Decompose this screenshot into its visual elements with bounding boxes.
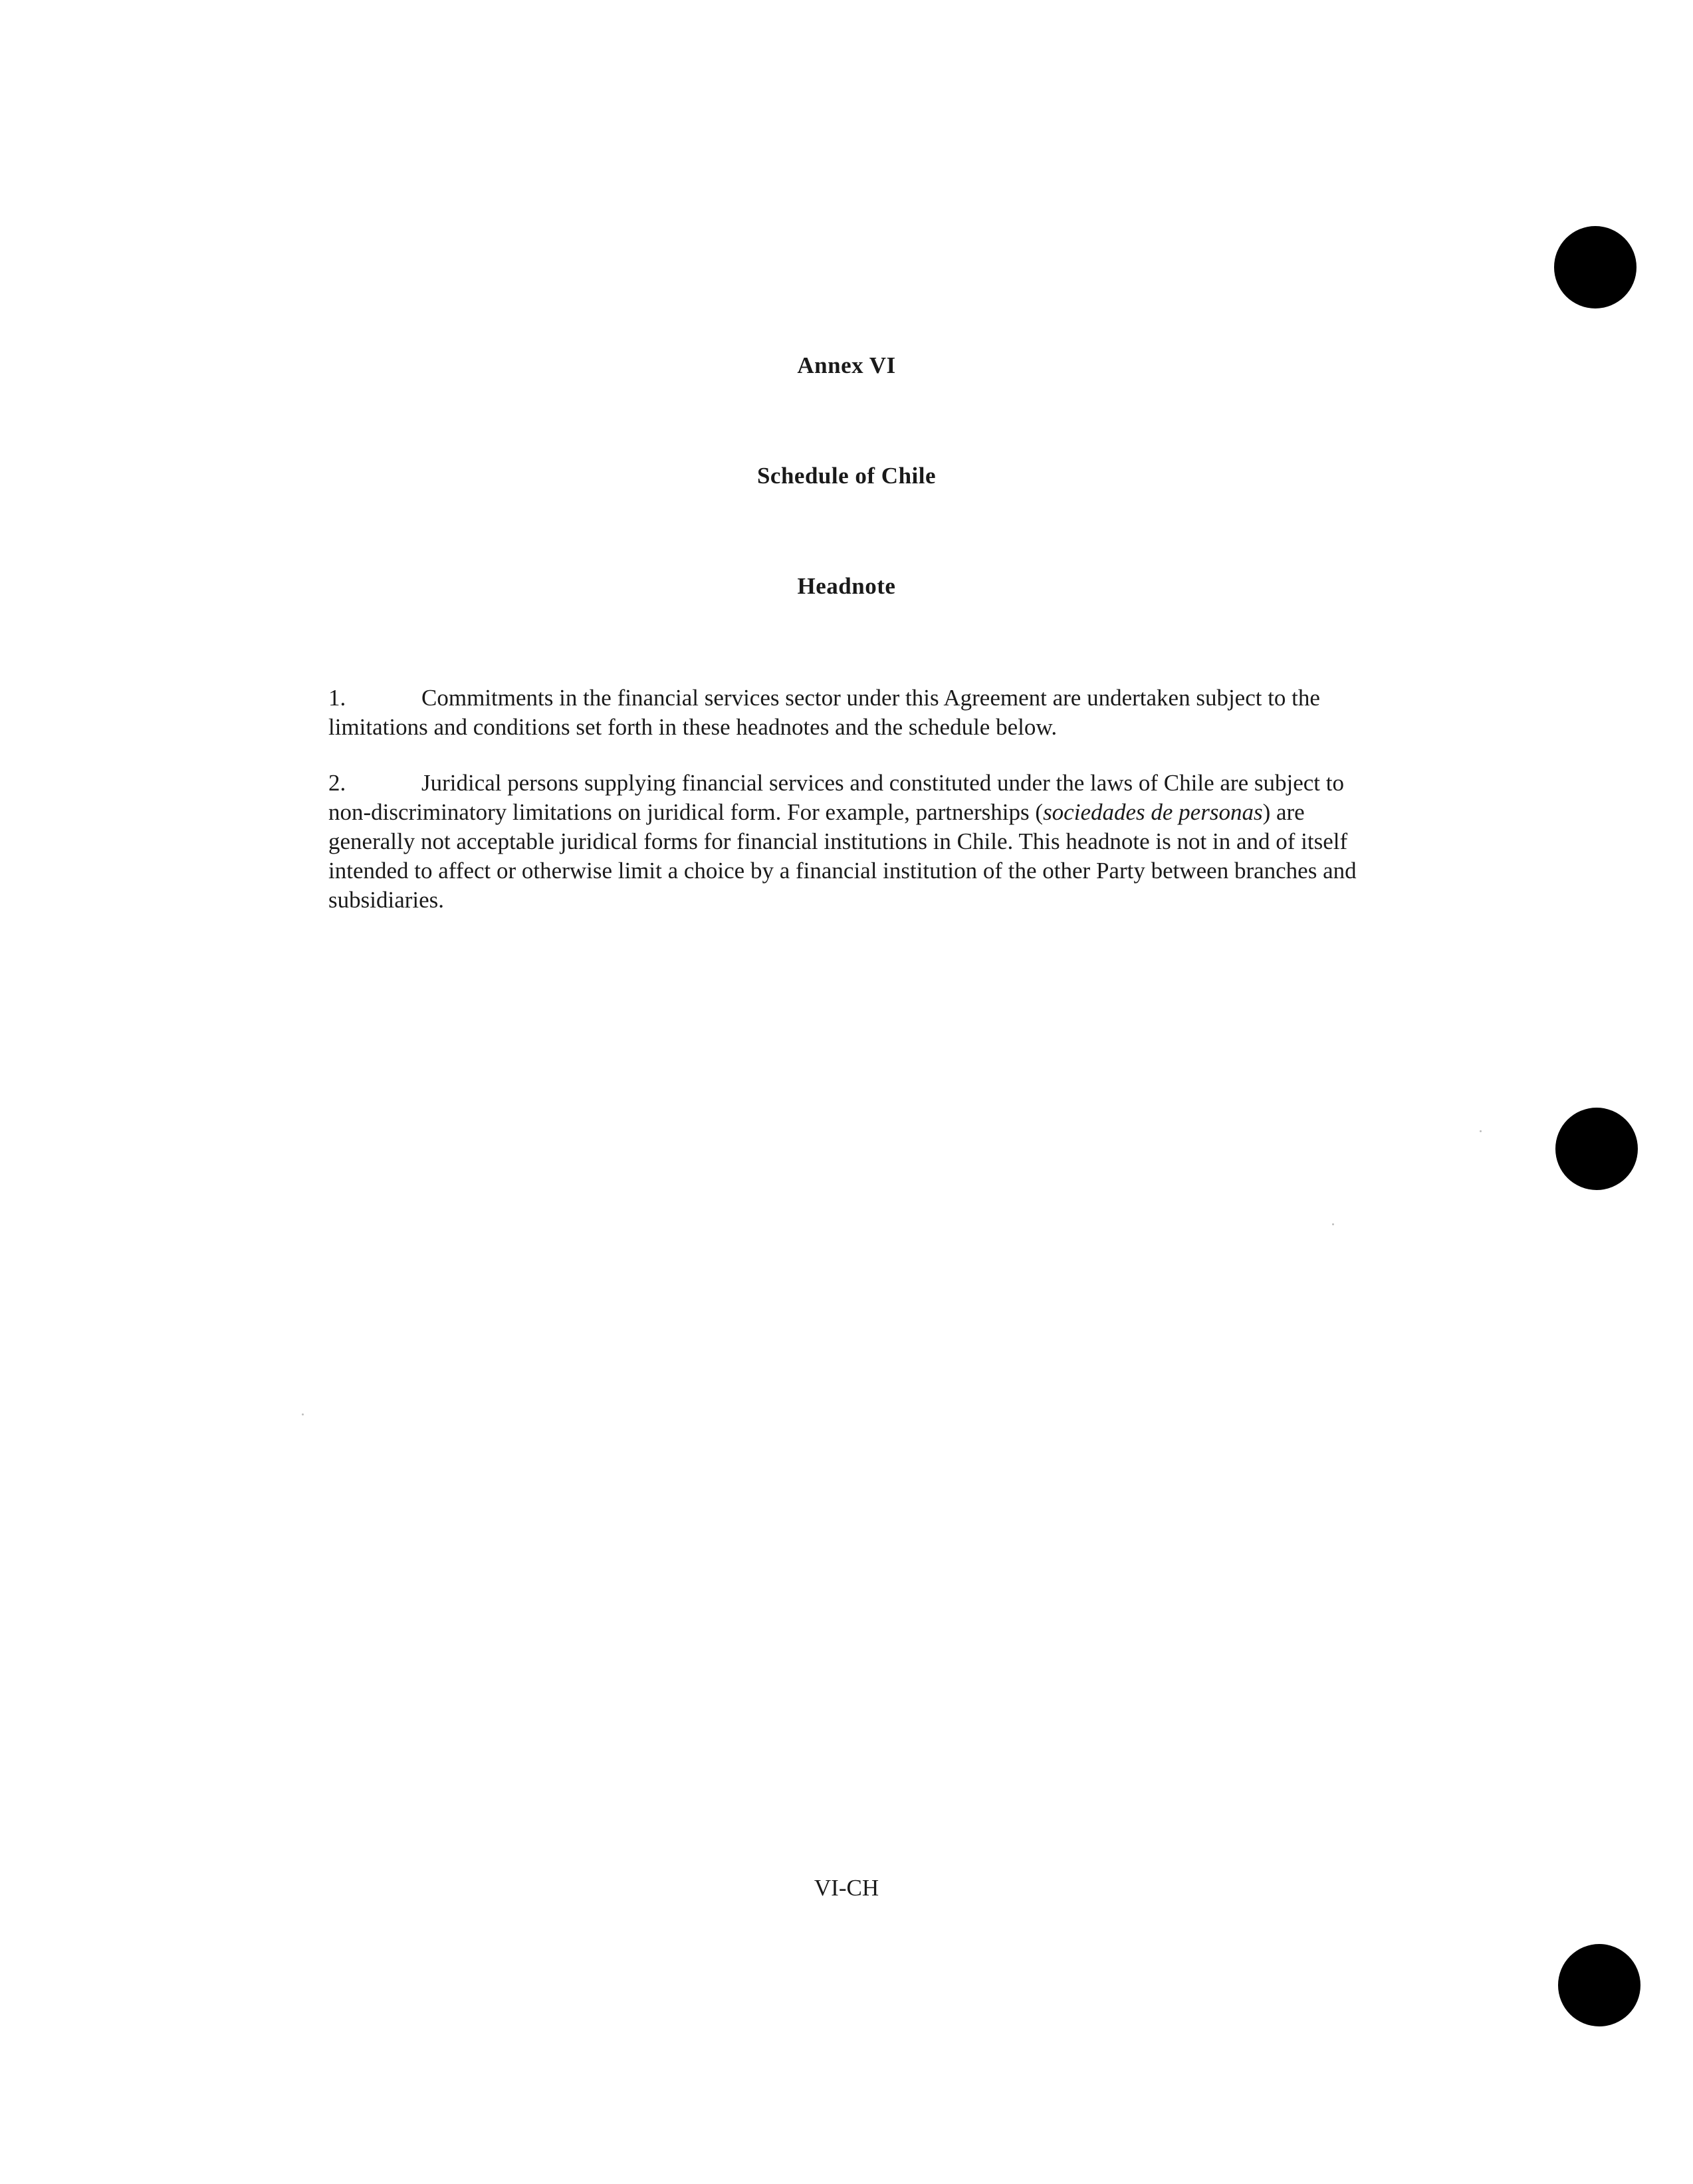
punch-hole-bottom: [1558, 1944, 1640, 2026]
paragraph-text: Juridical persons supplying financial services and constituted under the laws of Chile are subject to non-discriminatory limitations on juridical form. For example, partnerships (: [328, 770, 1344, 825]
paragraph-text: Commitments in the financial services sector under this Agreement are undertaken subject to the limitations and conditions set forth in these headnotes and the schedule below.: [328, 685, 1320, 740]
paragraph-text-continued: ) are generally not acceptable juridical forms for financial institutions in Chile. This headnote is not in and of itself intended to affect or otherwise limit a choice by a financial institution of the other Party between branches and subsidiaries.: [328, 799, 1357, 913]
annex-title: Annex VI: [797, 352, 896, 378]
schedule-title: Schedule of Chile: [756, 463, 937, 489]
italic-term: sociedades de personas: [1043, 799, 1263, 825]
paragraph-1: [328, 683, 1365, 742]
section-title: Headnote: [797, 573, 896, 599]
paragraph-number: 1.: [328, 685, 346, 711]
paragraph-2: [328, 769, 1365, 915]
scan-speck: [302, 1413, 304, 1415]
scan-speck: [1332, 1223, 1334, 1225]
scan-speck: [1480, 1130, 1482, 1132]
paragraph-number: 2.: [328, 770, 346, 796]
punch-hole-top: [1554, 226, 1637, 308]
page-footer: VI-CH: [814, 1875, 879, 1901]
punch-hole-middle: [1555, 1108, 1638, 1190]
